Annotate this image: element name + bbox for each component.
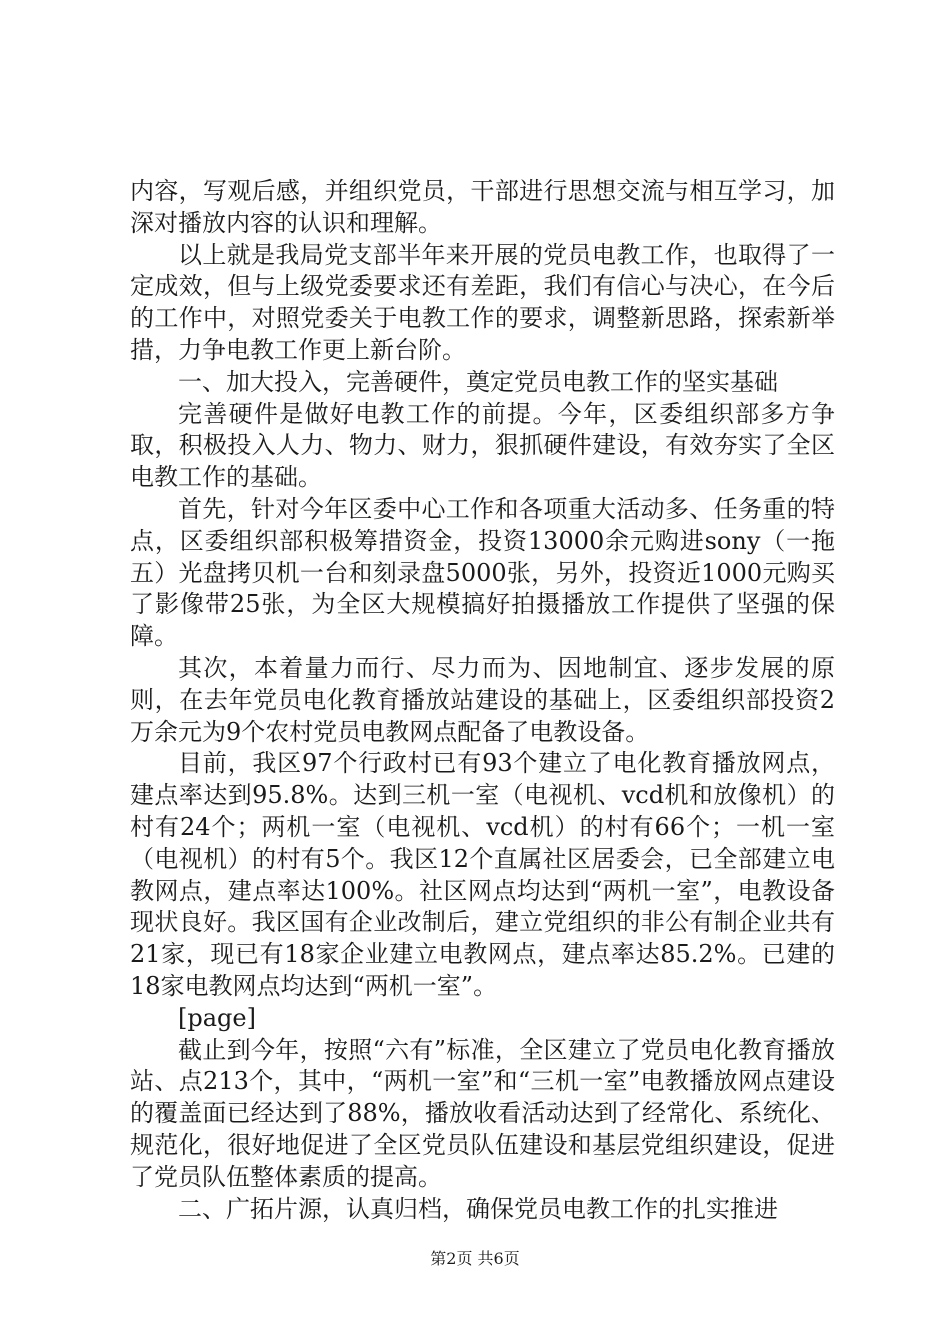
- section-heading-1: 一、加大投入，完善硬件，奠定党员电教工作的坚实基础: [178, 367, 778, 396]
- paragraph-second: 其次，本着量力而行、尽力而为、因地制宜、逐步发展的原则，在去年党员电化教育播放站建设的基础上，区委组织部投资2万余元为9个农村党员电教网点配备了电教设备。: [130, 653, 835, 746]
- page-footer: 第2页 共6页: [430, 1249, 520, 1268]
- section-heading-2: 二、广拓片源，认真归档，确保党员电教工作的扎实推进: [178, 1194, 778, 1223]
- paragraph-current: 目前，我区97个行政村已有93个建立了电化教育播放网点，建点率达到95.8%。达到三机一室（电视机、vcd机和放像机）的村有24个；两机一室（电视机、vcd机）的村有66个；一机一室（电视机）的村有5个。我区12个直属社区居委会，已全部建立电教网点，建点率达100%。社区网点均达到“两机一室”，电教设备现状良好。我区国有企业改制后，建立党组织的非公有制企业共有21家，现已有18家企业建立电教网点，建点率达85.2%。已建的18家电教网点均达到“两机一室”。: [130, 749, 835, 1000]
- paragraph-summary: 以上就是我局党支部半年来开展的党员电教工作，也取得了一定成效，但与上级党委要求还有差距，我们有信心与决心，在今后的工作中，对照党委关于电教工作的要求，调整新思路，探索新举措，力争电教工作更上新台阶。: [130, 240, 835, 364]
- paragraph-hardware: 完善硬件是做好电教工作的前提。今年，区委组织部多方争取，积极投入人力、物力、财力，狠抓硬件建设，有效夯实了全区电教工作的基础。: [130, 399, 835, 492]
- paragraph-continuation: 内容，写观后感，并组织党员，干部进行思想交流与相互学习，加深对播放内容的认识和理解。: [130, 177, 835, 237]
- paragraph-first: 首先，针对今年区委中心工作和各项重大活动多、任务重的特点，区委组织部积极筹措资金，投资13000余元购进sony（一拖五）光盘拷贝机一台和刻录盘5000张，另外，投资近1000元购买了影像带25张，为全区大规模搞好拍摄播放工作提供了坚强的保障。: [130, 494, 835, 651]
- paragraph-status: 截止到今年，按照“六有”标准，全区建立了党员电化教育播放站、点213个，其中，“两机一室”和“三机一室”电教播放网点建设的覆盖面已经达到了88%，播放收看活动达到了经常化、系统化、规范化，很好地促进了全区党员队伍建设和基层党组织建设，促进了党员队伍整体素质的提高。: [130, 1035, 835, 1191]
- page-marker: [page]: [178, 1003, 256, 1032]
- document-body: [130, 176, 835, 1225]
